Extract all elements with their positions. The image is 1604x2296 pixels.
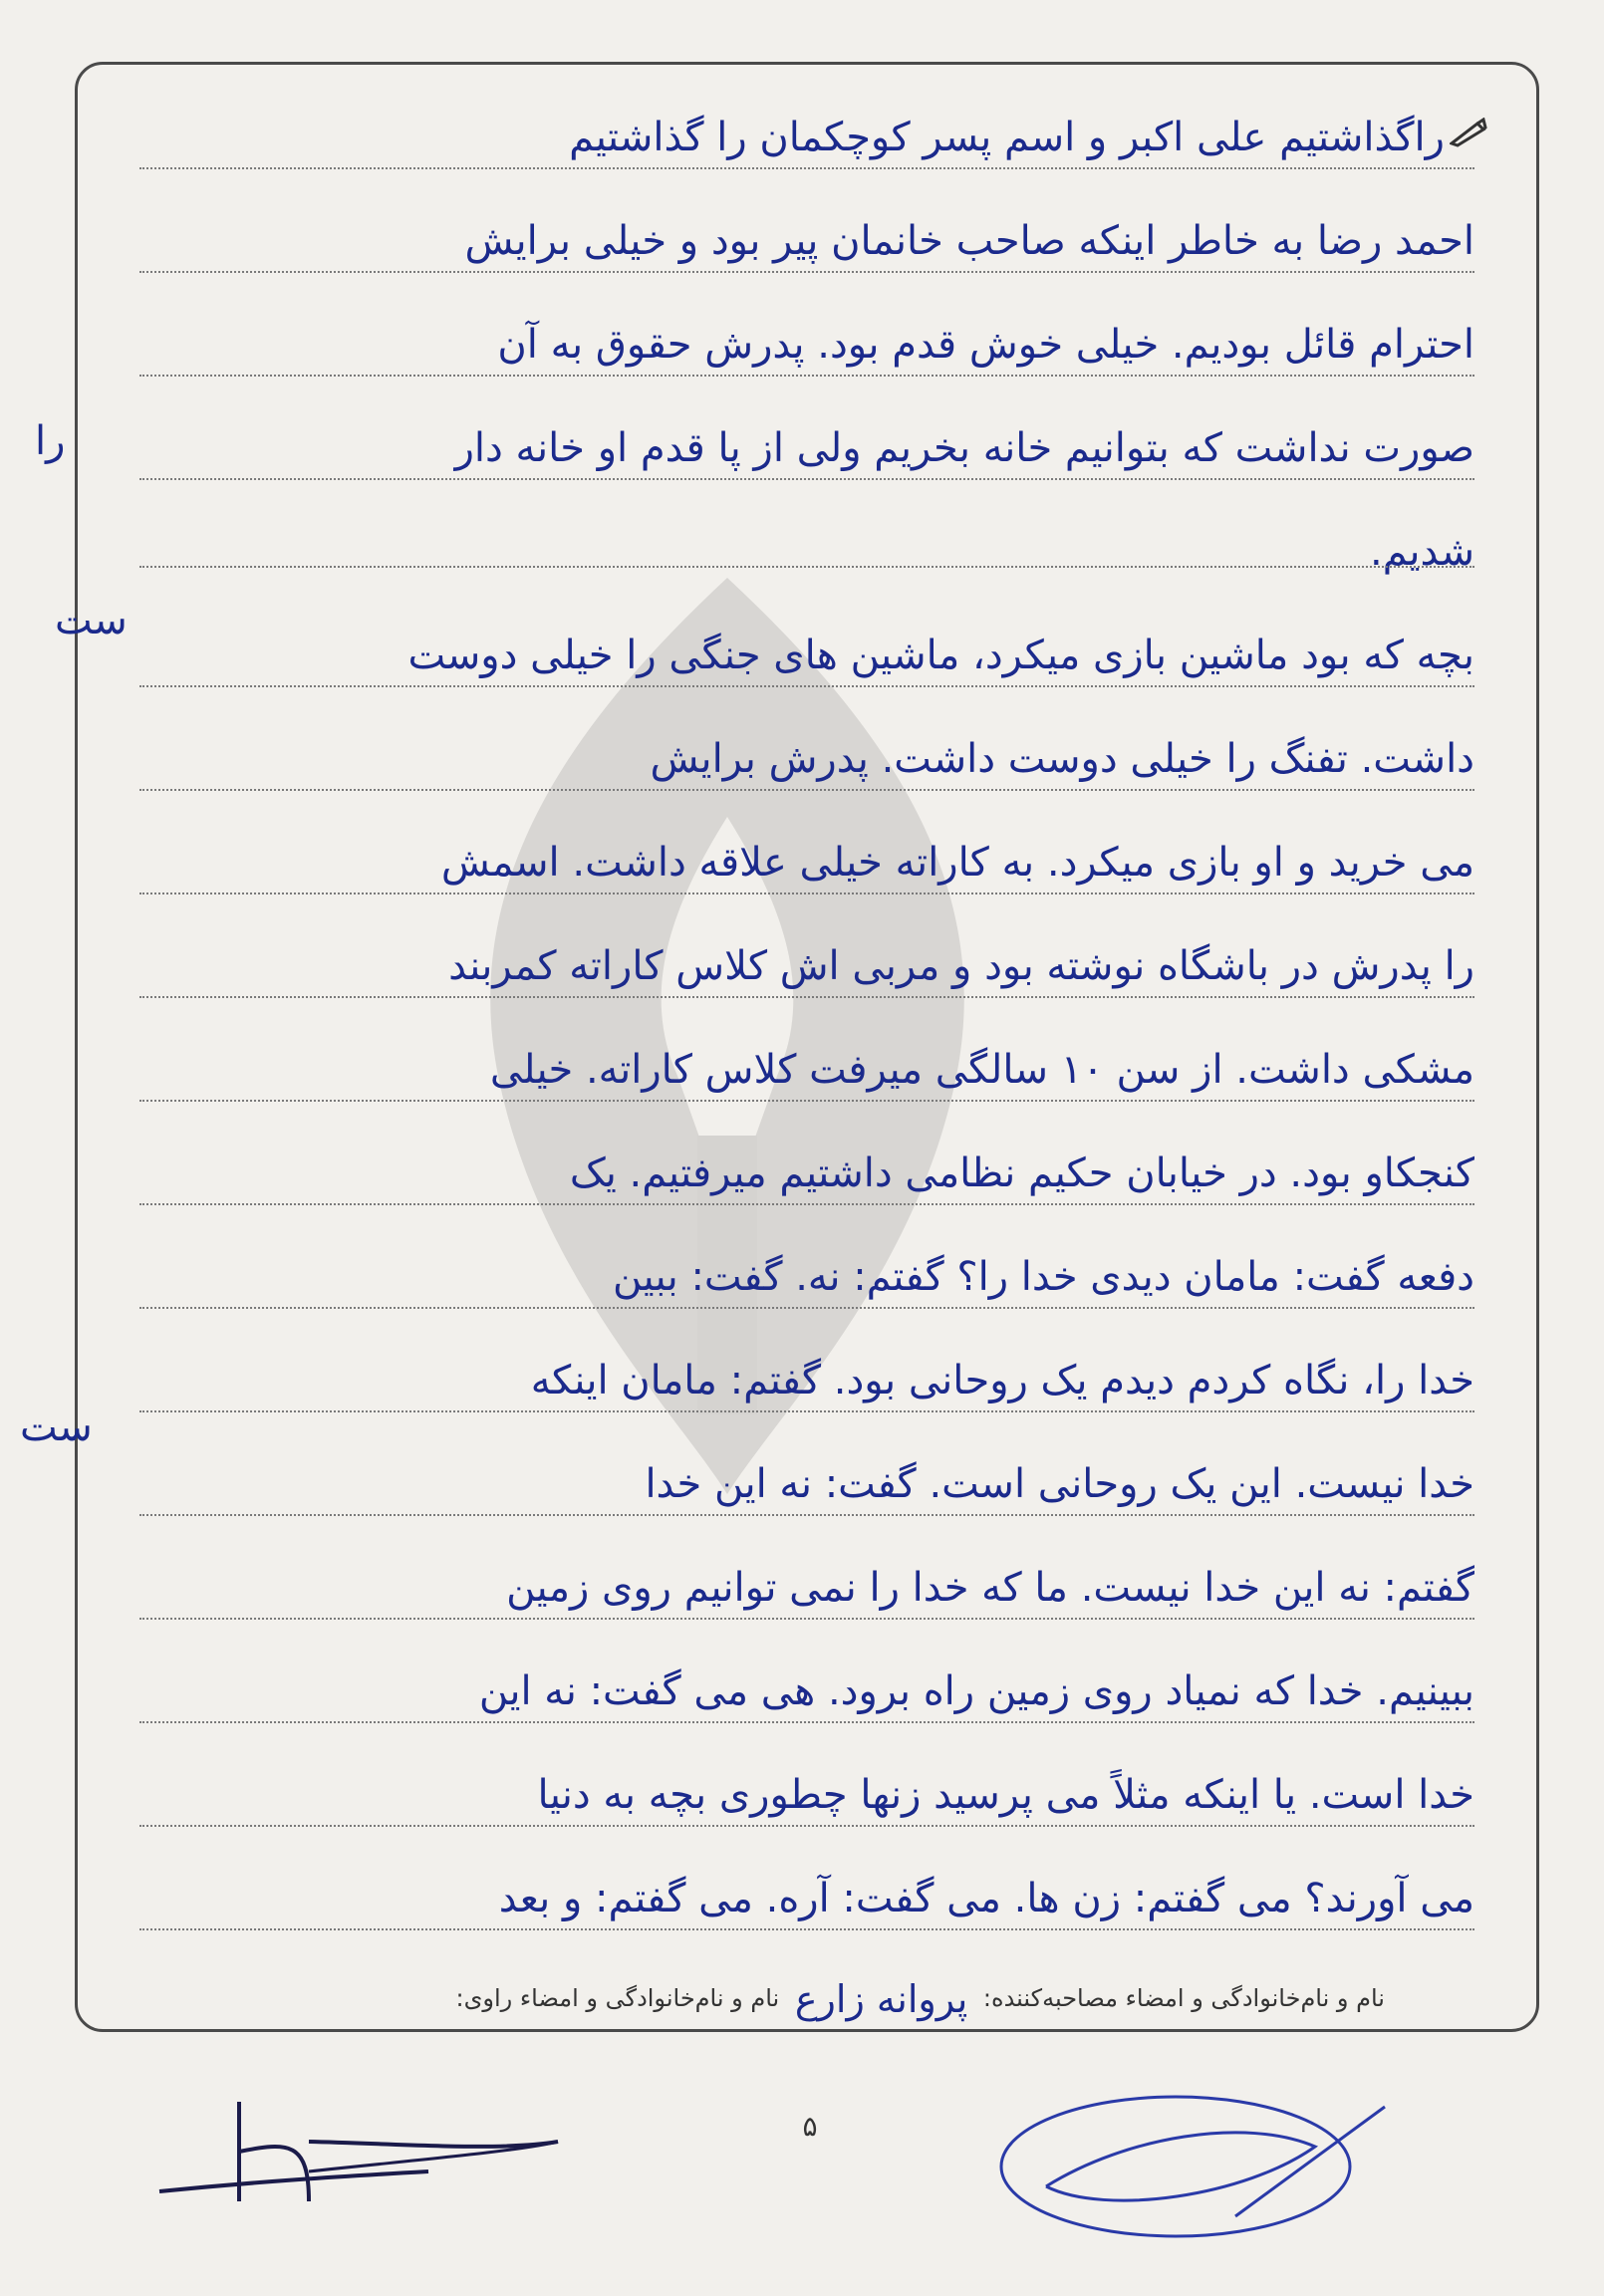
text-line: می آورند؟ می گفتم: زن ها. می گفت: آره. می گفتم: و بعد xyxy=(498,1876,1474,1921)
text-line: شدیم. xyxy=(1370,529,1474,575)
footer-signature-labels xyxy=(309,1977,1385,2021)
text-line: خدا نیست. این یک روحانی است. گفت: نه این خدا xyxy=(645,1461,1474,1507)
ruled-line xyxy=(139,271,1474,273)
ruled-line xyxy=(139,789,1474,791)
interviewer-signature-scribble xyxy=(986,2077,1405,2246)
ruled-line xyxy=(139,1203,1474,1205)
margin-note: ست xyxy=(20,1404,93,1450)
interviewer-label: نام و نام‌خانوادگی و امضاء مصاحبه‌کننده: xyxy=(982,1984,1385,2012)
text-line: صورت نداشت که بتوانیم خانه بخریم ولی از پا قدم او خانه دار xyxy=(454,425,1474,471)
margin-note: ست xyxy=(55,598,128,643)
ruled-line xyxy=(139,1721,1474,1723)
ruled-line xyxy=(139,1100,1474,1102)
text-line: احمد رضا به خاطر اینکه صاحب خانمان پیر بود و خیلی برایش xyxy=(464,218,1474,264)
text-line: می خرید و او بازی میکرد. به کاراته خیلی علاقه داشت. اسمش xyxy=(440,840,1474,886)
ruled-line xyxy=(139,1618,1474,1620)
text-line: کنجکاو بود. در خیابان حکیم نظامی داشتیم میرفتیم. یک xyxy=(569,1150,1474,1196)
text-line: خدا را، نگاه کردم دیدم یک روحانی بود. گفتم: مامان اینکه xyxy=(530,1358,1474,1403)
ruled-line xyxy=(139,478,1474,480)
ruled-line xyxy=(139,1928,1474,1930)
margin-note: را xyxy=(35,418,66,464)
text-line: دفعه گفت: مامان دیدی خدا را؟ گفتم: نه. گفت: ببین xyxy=(613,1254,1474,1300)
text-line: را پدرش در باشگاه نوشته بود و مربی اش کلاس کاراته کمربند xyxy=(448,943,1474,989)
ruled-line xyxy=(139,893,1474,894)
ruled-line xyxy=(139,1514,1474,1516)
text-line: راگذاشتیم علی اکبر و اسم پسر کوچکمان را گذاشتیم xyxy=(569,115,1445,160)
ruled-line xyxy=(139,1307,1474,1309)
text-line: مشکی داشت. از سن ۱۰ سالگی میرفت کلاس کاراته. خیلی xyxy=(489,1047,1474,1093)
text-line: خدا است. یا اینکه مثلاً می پرسید زنها چطوری بچه به دنیا xyxy=(537,1772,1474,1818)
narrator-label: نام و نام‌خانوادگی و امضاء راوی: xyxy=(455,1984,780,2012)
narrator-signature xyxy=(139,2082,618,2221)
ruled-line xyxy=(139,167,1474,169)
ruled-line xyxy=(139,375,1474,377)
text-line: ببینیم. خدا که نمیاد روی زمین راه برود. هی می گفت: نه این xyxy=(478,1668,1474,1714)
text-line: گفتم: نه این خدا نیست. ما که خدا را نمی توانیم روی زمین xyxy=(506,1565,1474,1611)
ruled-line xyxy=(139,1825,1474,1827)
interviewer-signature: پروانه زارع xyxy=(794,1977,968,2021)
text-line: بچه که بود ماشین بازی میکرد، ماشین های جنگی را خیلی دوست xyxy=(407,633,1474,678)
text-line: داشت. تفنگ را خیلی دوست داشت. پدرش برایش xyxy=(650,736,1474,782)
ruled-line xyxy=(139,1410,1474,1412)
ruled-line xyxy=(139,996,1474,998)
page-number: ۵ xyxy=(802,2110,818,2143)
text-line: احترام قائل بودیم. خیلی خوش قدم بود. پدرش حقوق به آن xyxy=(497,322,1474,368)
ruled-line xyxy=(139,685,1474,687)
ruled-line xyxy=(139,566,1474,568)
